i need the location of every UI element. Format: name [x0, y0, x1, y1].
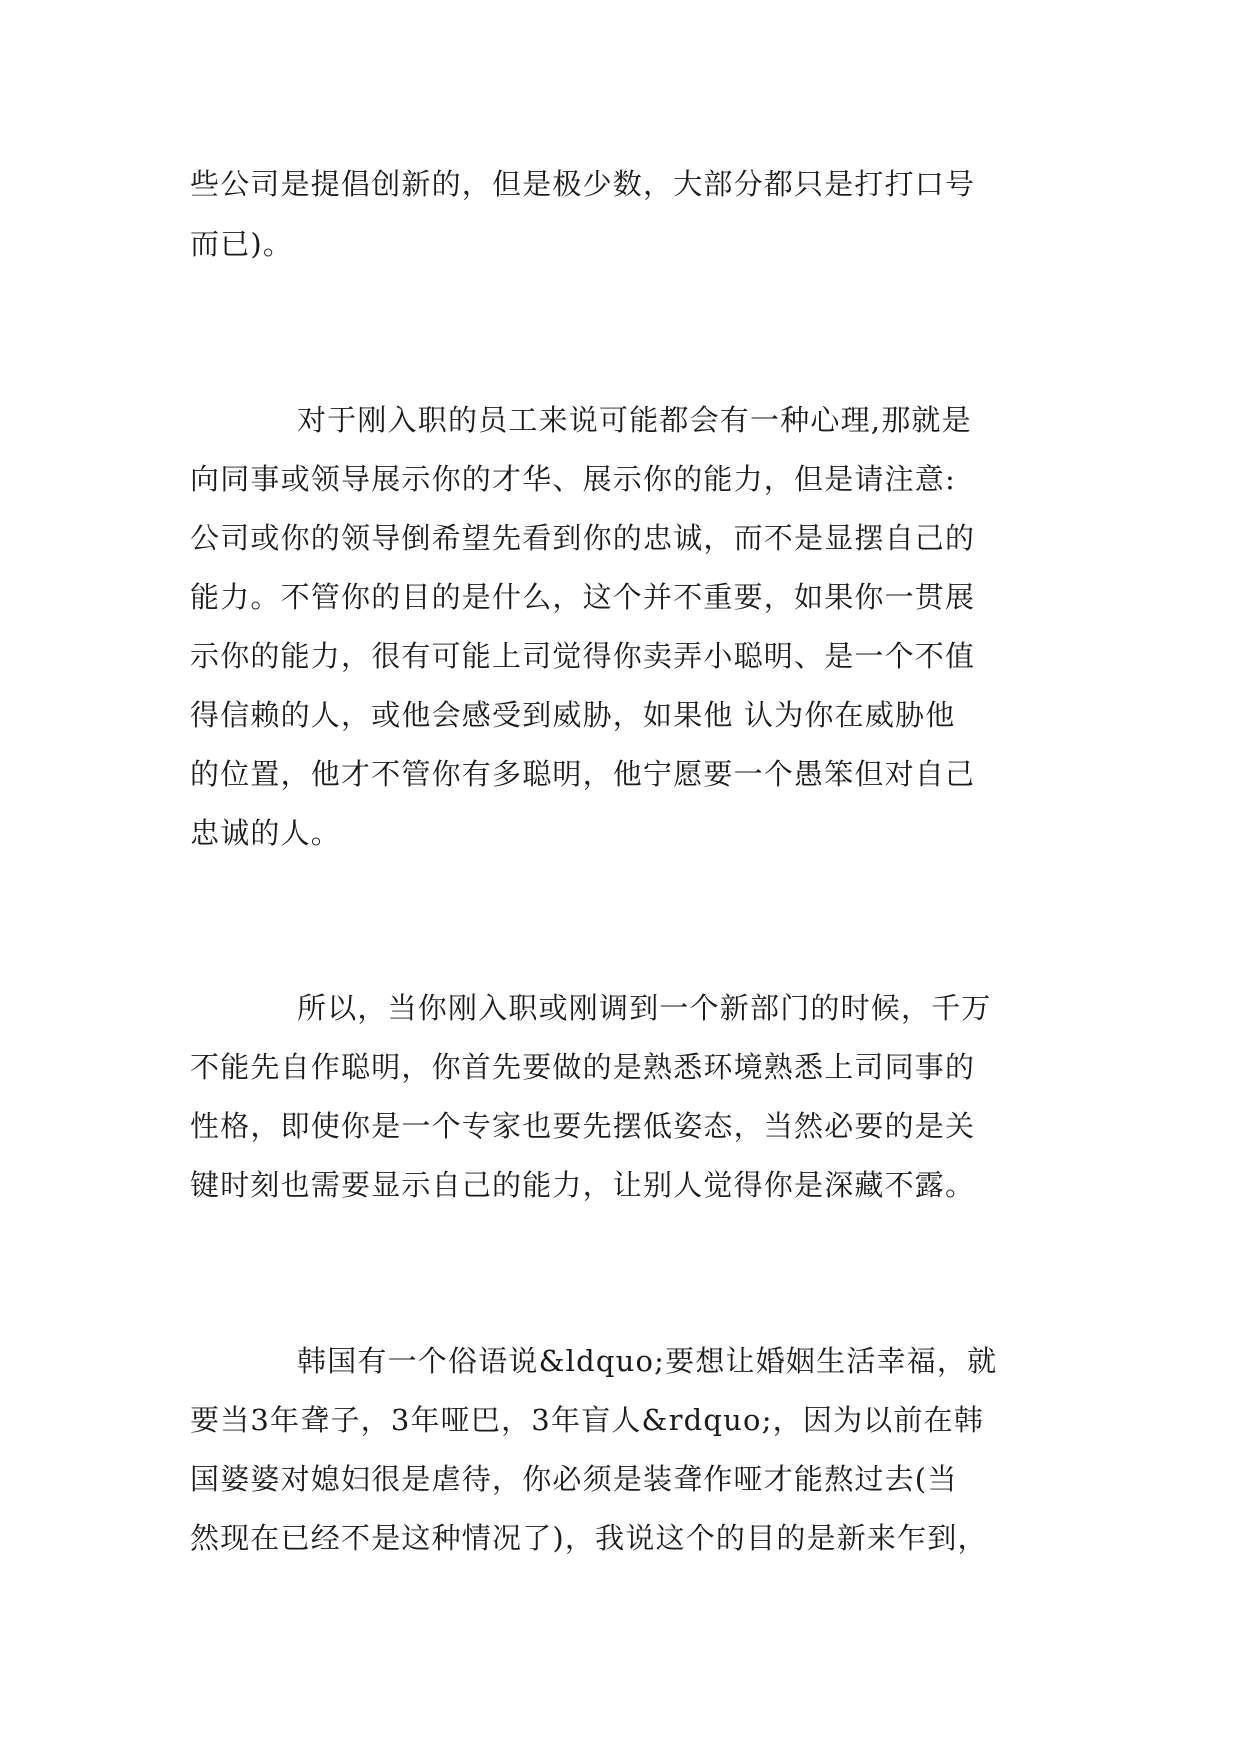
text-line: 对于刚入职的员工来说可能都会有一种心理,那就是 — [297, 403, 972, 437]
text-line: 向同事或领导展示你的才华、展示你的能力，但是请注意: — [190, 462, 956, 496]
text-line: 韩国有一个俗语说&ldquo;要想让婚姻生活幸福，就 — [297, 1344, 998, 1378]
text-line: 国婆婆对媳妇很是虐待，你必须是装聋作哑才能熬过去(当 — [190, 1462, 958, 1496]
text-line: 要当3年聋子，3年哑巴，3年盲人&rdquo;，因为以前在韩 — [190, 1403, 985, 1437]
text-line: 而已)。 — [190, 227, 294, 261]
text-line: 键时刻也需要显示自己的能力，让别人觉得你是深藏不露。 — [190, 1168, 976, 1202]
text-line: 得信赖的人，或他会感受到威胁，如果他 认为你在威胁他 — [190, 698, 956, 732]
text-line: 示你的能力，很有可能上司觉得你卖弄小聪明、是一个不值 — [190, 639, 976, 673]
text-line: 忠诚的人。 — [190, 816, 342, 850]
text-line: 然现在已经不是这种情况了)，我说这个的目的是新来乍到， — [190, 1521, 988, 1555]
text-line: 不能先自作聪明，你首先要做的是熟悉环境熟悉上司同事的 — [190, 1050, 976, 1084]
text-line: 的位置，他才不管你有多聪明，他宁愿要一个愚笨但对自己 — [190, 757, 976, 791]
text-line: 能力。不管你的目的是什么，这个并不重要，如果你一贯展 — [190, 580, 976, 614]
text-line: 所以，当你刚入职或刚调到一个新部门的时候，千万 — [297, 991, 992, 1025]
text-line: 性格，即使你是一个专家也要先摆低姿态，当然必要的是关 — [190, 1109, 976, 1143]
text-line: 公司或你的领导倒希望先看到你的忠诚，而不是显摆自己的 — [190, 521, 976, 555]
text-line: 些公司是提倡创新的，但是极少数，大部分都只是打打口号 — [190, 167, 976, 201]
